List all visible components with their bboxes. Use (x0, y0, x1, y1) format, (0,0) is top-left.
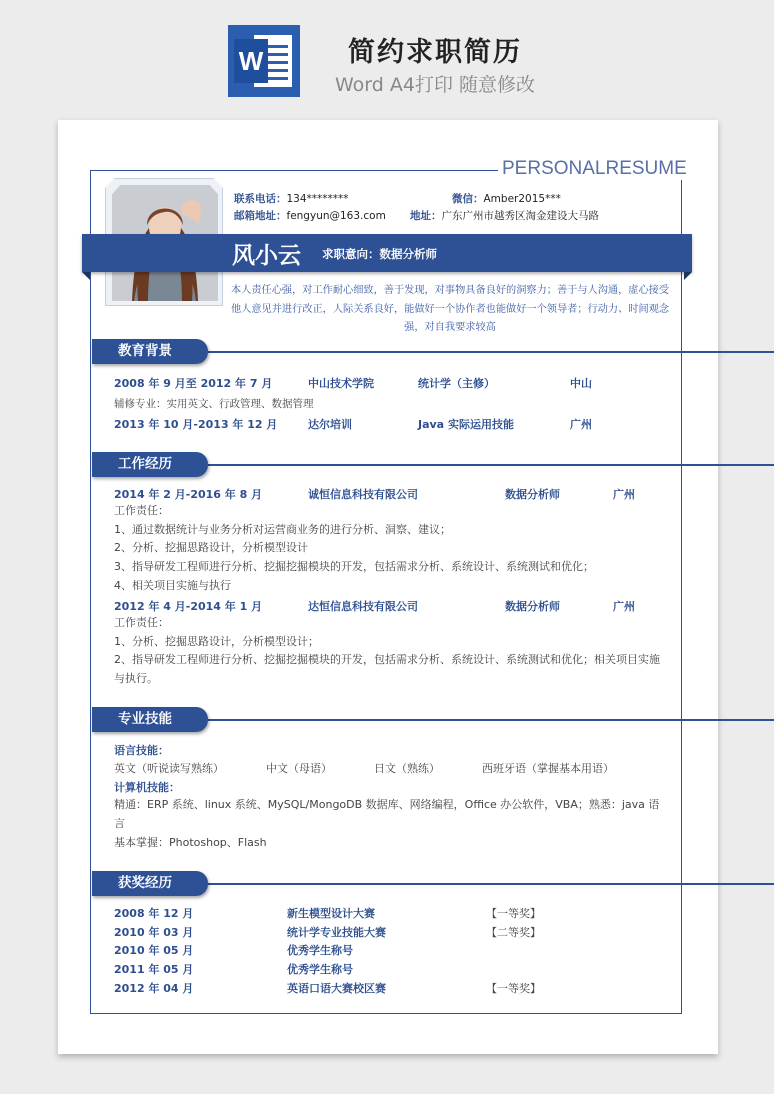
basic-skills: 基本掌握：Photoshop、Flash (114, 836, 267, 849)
job-2-date: 2012 年 4 月-2014 年 1 月 (114, 600, 263, 613)
word-document-icon: W (228, 25, 300, 97)
edu-minor: 辅修专业：实用英文、行政管理、数据管理 (114, 398, 314, 410)
photo-overlay (105, 178, 223, 306)
award-2-date: 2010 年 03 月 (114, 926, 194, 939)
personal-resume-label: PERSONALRESUME (498, 158, 691, 180)
address-info: 地址：广东广州市越秀区淘金建设大马路 (410, 210, 599, 222)
job-intent: 求职意向：数据分析师 (322, 247, 437, 261)
job-2-company: 达恒信息科技有限公司 (308, 600, 418, 613)
award-1-level: 【一等奖】 (486, 907, 541, 920)
lang-chinese: 中文（母语） (266, 762, 332, 775)
edu-2-school: 达尔培训 (308, 418, 352, 431)
award-1-date: 2008 年 12 月 (114, 907, 194, 920)
award-3-date: 2010 年 05 月 (114, 944, 194, 957)
computer-skills: 精通：ERP 系统、linux 系统、MySQL/MongoDB 数据库、网络编程，Office 办公软件，VBA；熟悉：java 语言 (114, 798, 660, 830)
banner-subtitle: Word A4打印 随意修改 (334, 74, 535, 96)
lang-english: 英文（听说读写熟练） (114, 762, 224, 775)
job-1-position: 数据分析师 (505, 488, 560, 501)
job-1-duties: 工作责任： 1、通过数据统计与业务分析对运营商业务的进行分析、洞察、建议； 2、分析、挖掘思路设计，分析模型设计 3、指导研发工程师进行分析、挖掘挖掘模块的开发，包括需求分析、系统设计、系统测试和优化； 4、相关项目实施与执行 (114, 504, 594, 592)
edu-2-major: Java 实际运用技能 (418, 418, 514, 431)
language-skills-label: 语言技能： (114, 744, 169, 757)
computer-skills-label: 计算机技能： (114, 781, 180, 794)
template-banner (0, 0, 774, 110)
edu-1-school: 中山技术学院 (308, 377, 374, 390)
email-info: 邮箱地址：fengyun@163.com (234, 210, 386, 222)
edu-2-city: 广州 (570, 418, 592, 431)
self-introduction: 本人责任心强，对工作耐心细致，善于发现，对事物具备良好的洞察力；善于与人沟通，虚心接受他人意见并进行改正，人际关系良好，能做好一个协作者也能做好一个领导者；行动力、时间观念强，对自我要求较高 (230, 285, 670, 333)
award-5-level: 【一等奖】 (486, 982, 541, 995)
banner-title: 简约求职简历 (348, 37, 522, 68)
lang-spanish: 西班牙语（掌握基本用语） (482, 762, 614, 775)
edu-1-date: 2008 年 9 月至 2012 年 7 月 (114, 377, 273, 390)
award-3-name: 优秀学生称号 (287, 944, 353, 957)
job-1-company: 诚恒信息科技有限公司 (308, 488, 418, 501)
edu-1-city: 中山 (570, 377, 592, 390)
wechat-info: 微信：Amber2015*** (452, 193, 561, 205)
award-5-name: 英语口语大赛校区赛 (287, 982, 386, 995)
job-2-position: 数据分析师 (505, 600, 560, 613)
edu-2-date: 2013 年 10 月-2013 年 12 月 (114, 418, 278, 431)
award-1-name: 新生模型设计大赛 (287, 907, 375, 920)
award-5-date: 2012 年 04 月 (114, 982, 194, 995)
job-1-date: 2014 年 2 月-2016 年 8 月 (114, 488, 263, 501)
edu-1-major: 统计学（主修） (418, 377, 495, 390)
candidate-name: 风小云 (232, 243, 301, 269)
award-2-level: 【二等奖】 (486, 926, 541, 939)
job-1-city: 广州 (613, 488, 635, 501)
phone-info: 联系电话：134******** (234, 193, 349, 205)
award-4-name: 优秀学生称号 (287, 963, 353, 976)
award-2-name: 统计学专业技能大赛 (287, 926, 386, 939)
job-2-duties: 工作责任： 1、分析、挖掘思路设计，分析模型设计； 2、指导研发工程师进行分析、挖掘挖掘模块的开发，包括需求分析、系统设计、系统测试和优化；相关项目实施与执行。 (114, 616, 660, 686)
job-2-city: 广州 (613, 600, 635, 613)
award-4-date: 2011 年 05 月 (114, 963, 194, 976)
lang-japanese: 日文（熟练） (374, 762, 440, 775)
